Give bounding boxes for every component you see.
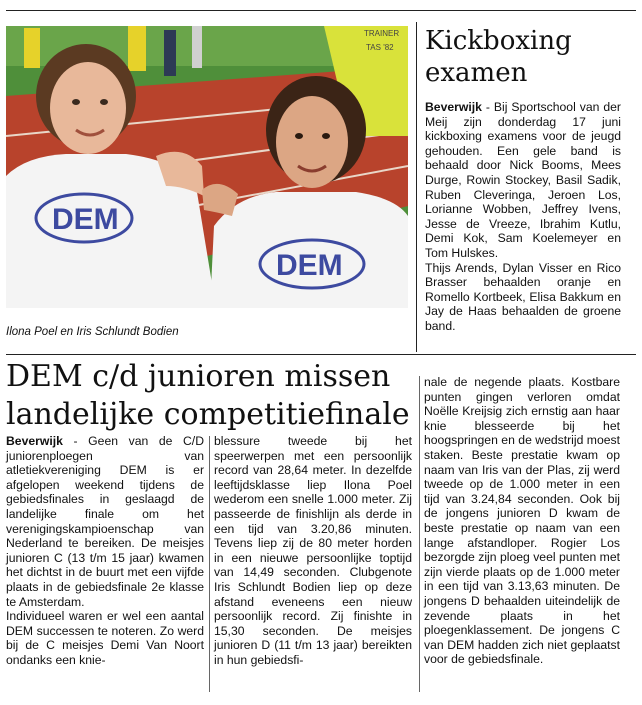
article-paragraph-4: nale de negende plaats. Kostbare punten gingen verloren omdat Noëlle Kreijsig zich ernstig aan haar knie blesseerde bij het hoogspringen en de wedstrijd moest staken. Beste prestatie kwam op naam van Iris van der Plas, zij werd tweede op de 1.000 meter in een tijd van 3.24,84 seconden. Ook bij de jongens junioren D kwam de beste prestatie op naam van een lange afstandloper. Rogier Los bezorgde zijn ploeg veel punten met zijn vierde plaats op de 1.000 meter in een tijd van 3.13,63 minuten. De jongens D behaalden uiteindelijk de zevende plaats in het ploegenklassement. De jongens C van DEM hadden zich niet geplaatst voor de gebiedsfinale. [424,375,620,667]
article-paragraph-2: Individueel waren er wel een aantal DEM successen te noteren. Zo werd bij de C meisjes Demi Van Noort ondanks een knie- [6,609,204,667]
sidebar-divider [416,22,417,352]
photo-illustration [6,26,408,308]
article-headline-line1: DEM c/d junioren missen [6,359,391,394]
sidebar-text-1: - Bij Sportschool van der Meij zijn donderdag 17 juni kickboxing examens voor de jeugd gehouden. Een gele band is behaald door Nick Booms, Mees Durge, Rowin Stockey, Basil Sadik, Ruben Cleveringa, Jeroen Los, Lorianne Wobben, Jeffrey Ivens, Jesse de Vreeze, Ibrahim Kutlu, Demi Kok, Sam Koelemeyer en Tom Hulskes. [425,100,621,260]
article-text-1: - Geen van de C/D juniorenploegen van atletiekvereniging DEM is er afgelopen weekend tijdens de gebiedsfinales in geslaagd de landelijke finale om het verenigingskampioenschap van Nederland te bereiken. De meisjes junioren C (13 t/m 15 jaar) kwamen het dichtst in de buurt met een vijfde plaats in de gebiedsfinale 2e klasse te Amsterdam. [6,434,204,609]
trainer-shirt-text: TRAINER [364,29,400,38]
shirt-logo-right: DEM [276,249,343,282]
sidebar-headline-line1: Kickboxing [425,26,572,56]
photo-caption: Ilona Poel en Iris Schlundt Bodien [6,326,179,338]
sidebar-dateline: Beverwijk [425,100,482,114]
sidebar-paragraph-2: Thijs Arends, Dylan Visser en Rico Brasser behaalden oranje en Romello Kortbeek, Elisa Bakkum en Jay de Haas behaalden de groene band. [425,260,621,333]
section-rule [6,354,636,355]
article-paragraph-1 [6,434,204,609]
article-headline [6,358,416,434]
article-paragraph-3: blessure tweede bij het speerwerpen met een persoonlijk record van 28,64 meter. In dezelfde leeftijdsklasse liep Ilona Poel wederom een snelle 1.000 meter. Zij passeerde de finishlijn als derde in een tijd van 3.20,86 minuten. Tevens liep zij de 80 meter horden in een nieuwe persoonlijke toptijd van 14,49 seconden. Clubgenote Iris Schlundt Bodien liep op deze afstand eveneens een nieuw persoonlijk record. Zij finishte in 15,30 seconden. De meisjes junioren D (11 t/m 13 jaar) bereikten in hun gebiedsfi- [214,434,412,667]
sidebar-headline-line2: examen [425,58,528,88]
trainer-shirt-text-2: TAS '82 [366,43,394,52]
column-divider-2 [419,376,420,692]
article-column-2 [214,434,412,668]
top-rule [6,10,636,11]
sidebar-body [425,100,621,334]
article-dateline: Beverwijk [6,434,63,448]
column-divider-1 [209,436,210,692]
article-column-3 [424,375,620,667]
shirt-logo-left: DEM [52,203,119,236]
sidebar-paragraph-1 [425,100,621,261]
sidebar-headline [425,25,635,89]
article-headline-line2: landelijke competitiefinale [6,397,410,432]
article-photo [6,26,408,308]
article-column-1 [6,434,204,668]
